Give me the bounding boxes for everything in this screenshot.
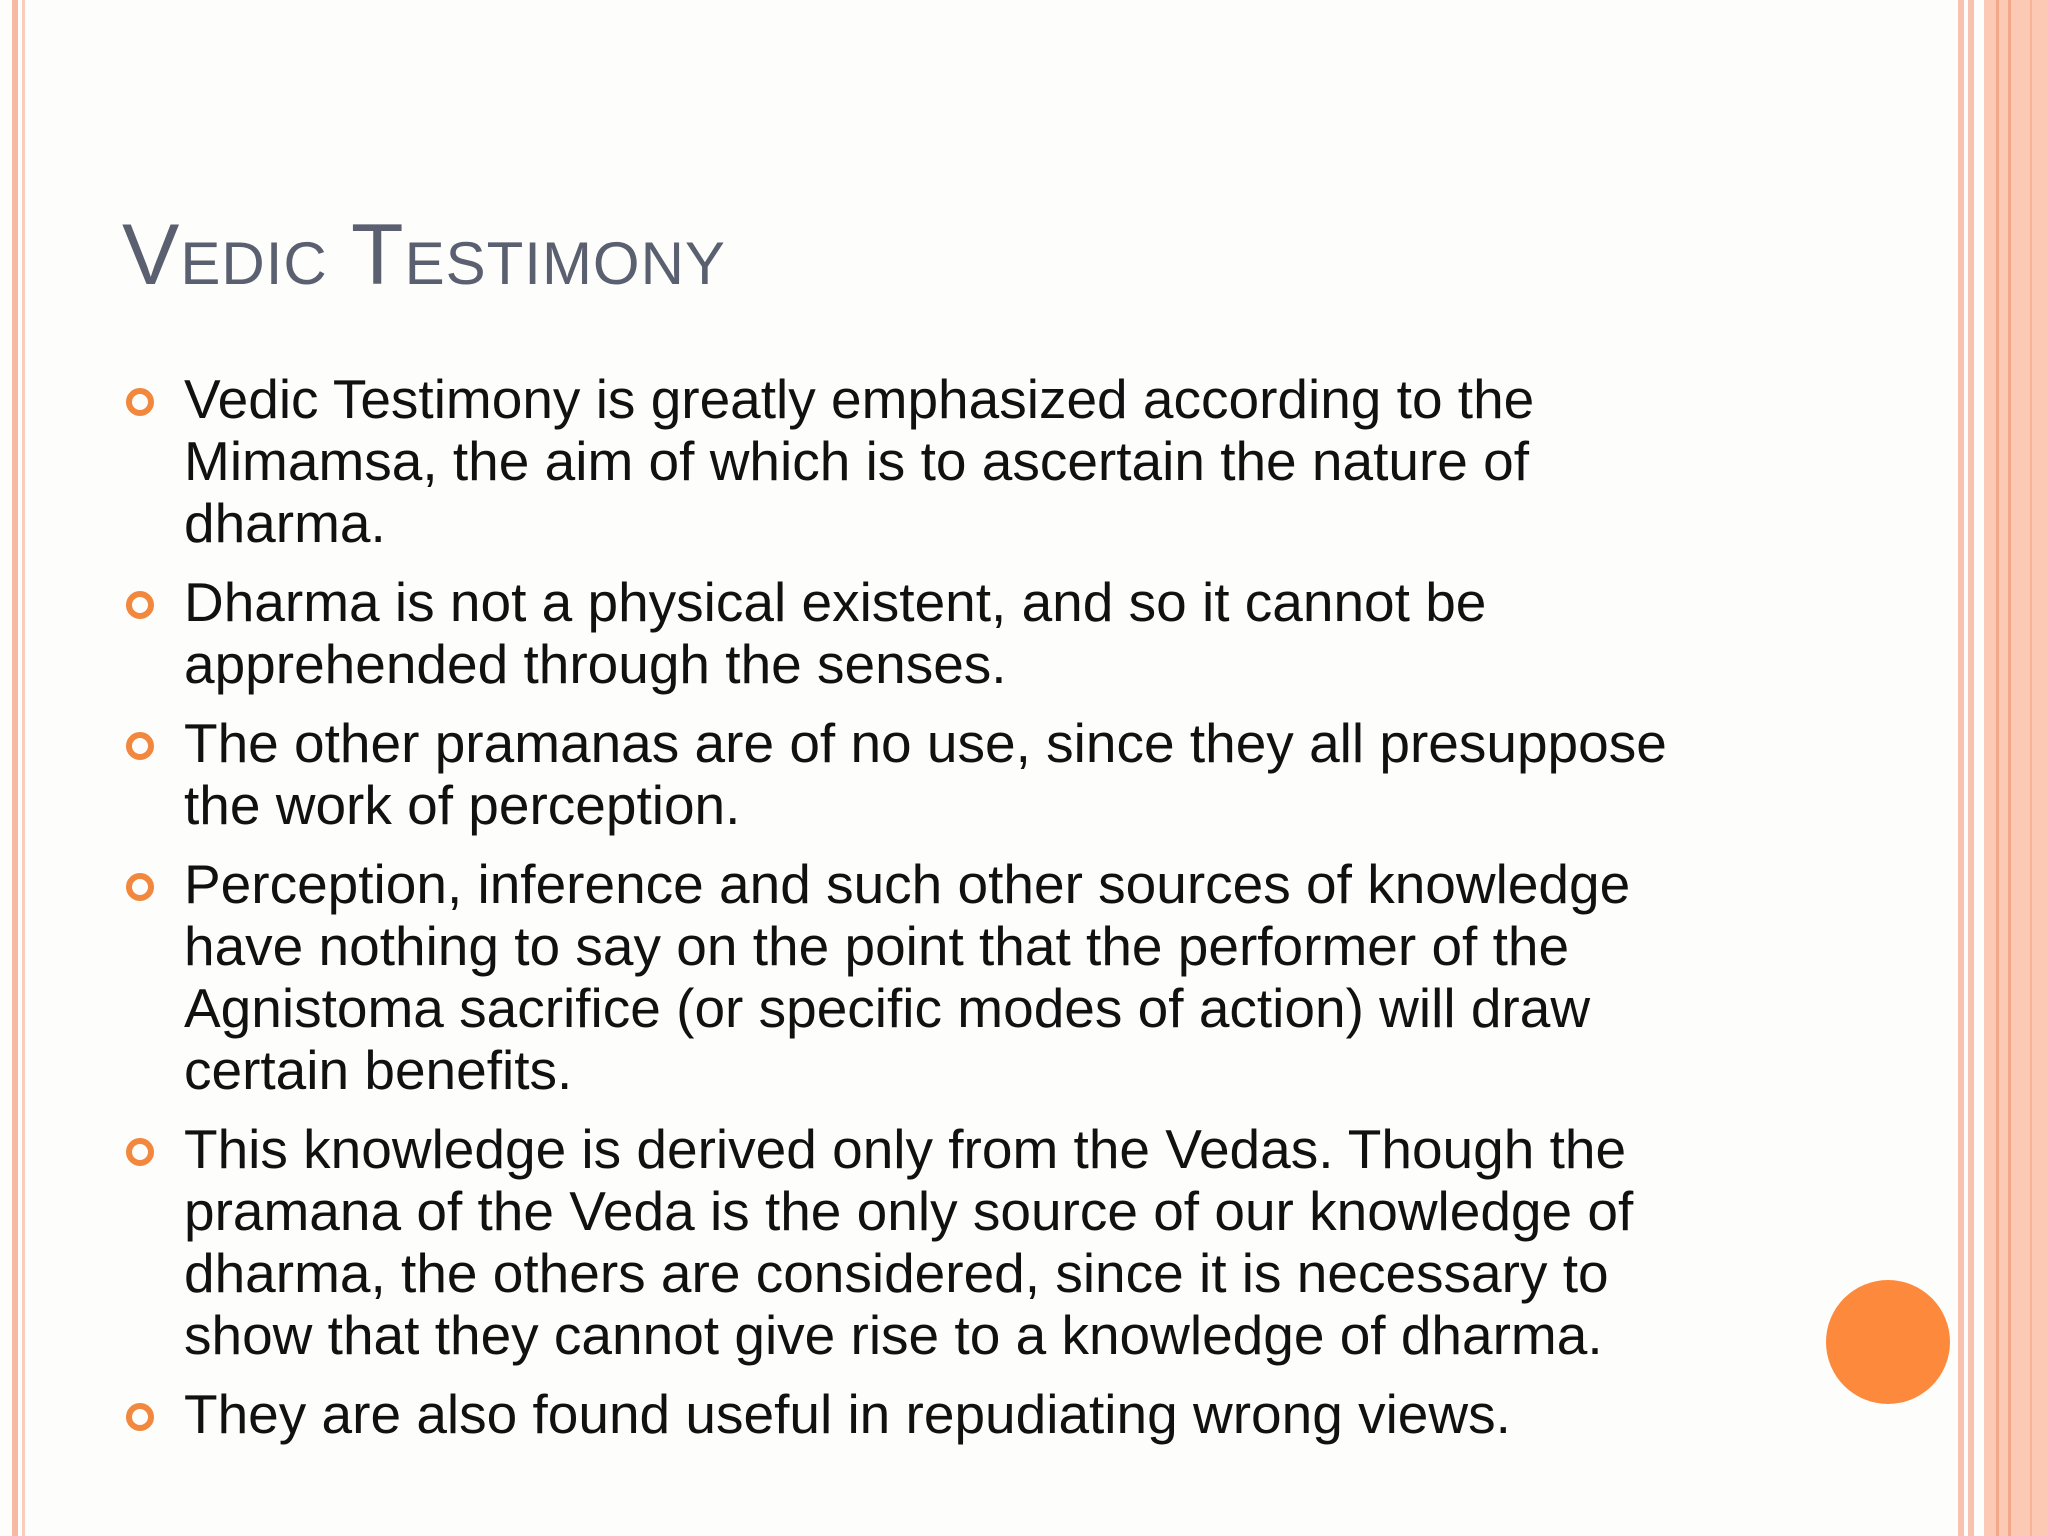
left-border-stripe-inner xyxy=(22,0,25,1536)
bullet-text: The other pramanas are of no use, since they all presuppose the work of perception. xyxy=(184,712,1667,836)
bullet-item xyxy=(122,1383,1742,1445)
left-border-stripe xyxy=(12,0,18,1536)
bullet-list xyxy=(122,368,1742,1462)
bullet-text: Dharma is not a physical existent, and so it cannot be apprehended through the senses. xyxy=(184,571,1487,695)
bullet-text: Vedic Testimony is greatly emphasized according to the Mimamsa, the aim of which is to ascertain the nature of dharma. xyxy=(184,368,1535,554)
bullet-text: They are also found useful in repudiating wrong views. xyxy=(184,1383,1511,1445)
bullet-text: Perception, inference and such other sources of knowledge have nothing to say on the point that the performer of the Agnistoma sacrifice (or specific modes of action) will draw certain benefits. xyxy=(184,853,1631,1101)
right-border-stripe-inner xyxy=(1968,0,1974,1536)
bullet-circle-icon xyxy=(126,732,154,760)
bullet-item xyxy=(122,368,1742,554)
bullet-item xyxy=(122,571,1742,695)
bullet-circle-icon xyxy=(126,388,154,416)
right-panel-line xyxy=(2008,0,2011,1536)
bullet-circle-icon xyxy=(126,591,154,619)
bullet-item xyxy=(122,1118,1742,1366)
bullet-circle-icon xyxy=(126,1403,154,1431)
right-panel-line xyxy=(1996,0,1999,1536)
right-decorative-panel xyxy=(1984,0,2048,1536)
decorative-orange-circle xyxy=(1826,1280,1950,1404)
bullet-circle-icon xyxy=(126,1138,154,1166)
right-panel-line xyxy=(2030,0,2032,1536)
right-border-stripe xyxy=(1958,0,1964,1536)
bullet-circle-icon xyxy=(126,873,154,901)
slide-title: Vedic Testimony xyxy=(122,207,726,303)
bullet-text: This knowledge is derived only from the Vedas. Though the pramana of the Veda is the only source of our knowledge of dharma, the others are considered, since it is necessary to show that they cannot give rise to a knowledge of dharma. xyxy=(184,1118,1634,1366)
bullet-item xyxy=(122,853,1742,1101)
bullet-item xyxy=(122,712,1742,836)
